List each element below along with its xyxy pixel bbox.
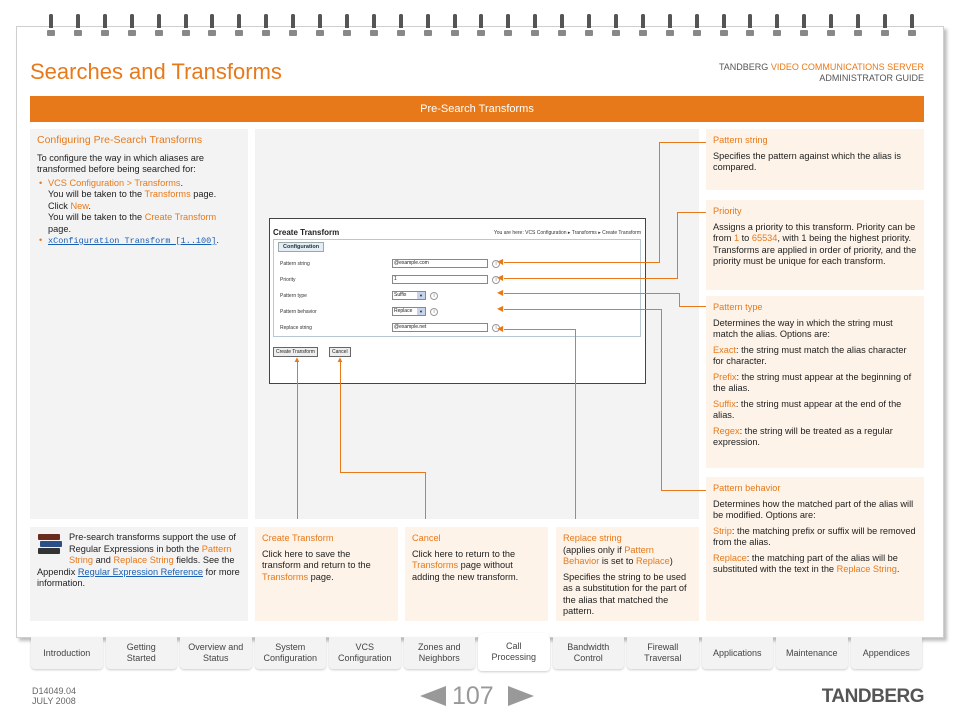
create-transform-card: Create Transform Click here to save the transform and return to the Transforms page. [255,527,398,621]
pattern-behavior-label: Pattern behavior [280,309,317,315]
priority-label: Priority [280,277,296,283]
binder-ring [74,14,82,38]
pattern-string-help-icon[interactable]: i [492,260,500,268]
arrow-left-icon: ◀ [497,273,504,282]
binder-ring [612,14,620,38]
cancel-card: Cancel Click here to return to the Transforms page without adding the new transform. [405,527,548,621]
replace-string-help-icon[interactable]: i [492,324,500,332]
tandberg-logo: TANDBERG [821,686,924,707]
binder-ring [504,14,512,38]
binder-ring [370,14,378,38]
binder-ring [908,14,916,38]
binder-ring [316,14,324,38]
priority-input[interactable]: 1 [392,275,488,284]
doc-info: D14049.04 JULY 2008 [32,686,77,706]
pattern-behavior-help-icon[interactable]: i [430,308,438,316]
tab-zones-and-neighbors[interactable]: Zones and Neighbors [404,637,476,669]
tab-getting-started[interactable]: Getting Started [106,637,178,669]
pattern-string-card: Pattern string Specifies the pattern against which the alias is compared. [706,129,924,190]
arrow-left-icon: ◀ [497,257,504,266]
tab-call-processing[interactable]: Call Processing [478,633,550,671]
create-transform-screenshot [269,218,646,384]
arrow-left-icon: ◀ [497,304,504,313]
priority-card: Priority Assigns a priority to this transform. Priority can be from 1 to 65534, with 1 being the highest priority. Transforms are applied in order of priority, and the priority must be unique for each transform. [706,200,924,290]
cancel-button[interactable]: Cancel [329,347,351,357]
binder-ring [746,14,754,38]
binder-ring [531,14,539,38]
pattern-type-label: Pattern type [280,293,307,299]
arrow-up-icon: ▲ [293,355,301,364]
pattern-type-select[interactable]: Suffix ▼ [392,291,426,300]
binder-ring [800,14,808,38]
binder-ring [182,14,190,38]
binder-ring [827,14,835,38]
screen-breadcrumb: You are here: VCS Configuration ▸ Transforms ▸ Create Transform [493,230,641,236]
arrow-left-icon: ◀ [497,324,504,333]
next-page-button[interactable] [508,686,534,706]
tab-applications[interactable]: Applications [702,637,774,669]
replace-string-card: Replace string (applies only if Pattern Behavior is set to Replace) Specifies the string to be used as a substitution for the part of the alias that matched the pattern. [556,527,699,621]
section-banner: Pre-Search Transforms [30,96,924,122]
priority-help-icon[interactable]: i [492,276,500,284]
intro-body: To configure the way in which aliases are transformed before being searched for: [37,152,204,174]
binder-ring [101,14,109,38]
tip-panel: Pre-search transforms support the use of Regular Expressions in both the Pattern String and Replace String fields. See the Appendix Regular Expression Reference for more information. [30,527,248,621]
create-transform-button[interactable]: Create Transform [273,347,318,357]
tab-system-configuration[interactable]: System Configuration [255,637,327,669]
chevron-down-icon: ▼ [417,292,425,299]
replace-string-label: Replace string [280,325,312,331]
binder-ring [693,14,701,38]
binder-ring [477,14,485,38]
binder-ring [397,14,405,38]
page-title: Searches and Transforms [30,59,282,84]
chapter-tabs [30,637,924,671]
configuration-tab: Configuration [278,242,324,252]
books-icon [37,532,63,558]
binder-ring [343,14,351,38]
binder-ring [720,14,728,38]
binder-ring [262,14,270,38]
regex-reference-link[interactable]: Regular Expression Reference [77,566,203,577]
binder-ring [639,14,647,38]
intro-bullet-2: • xConfiguration Transform [1..100]. [39,235,219,246]
tab-overview-and-status[interactable]: Overview and Status [180,637,252,669]
intro-panel [30,129,248,519]
binder-ring [666,14,674,38]
tab-introduction[interactable]: Introduction [31,637,103,669]
binder-ring [289,14,297,38]
binder-ring [47,14,55,38]
binder-ring [235,14,243,38]
chevron-down-icon: ▼ [417,308,425,315]
screen-title: Create Transform [273,228,340,237]
binder-ring [585,14,593,38]
replace-string-input[interactable]: @example.net [392,323,488,332]
tab-firewall-traversal[interactable]: Firewall Traversal [627,637,699,669]
page-number: 107 [452,682,494,710]
tab-vcs-configuration[interactable]: VCS Configuration [329,637,401,669]
pattern-behavior-card: Pattern behavior Determines how the matched part of the alias will be modified. Options are: Strip: the matching prefix or suffix will be removed from the alias. Replace: the matching part of the alias will be substituted with the text in the Replace String. [706,477,924,621]
intro-bullet-1: • VCS Configuration > Transforms. You will be taken to the Transforms page. Click New. You will be taken to the Create Transform page. [39,177,217,234]
binder-ring [451,14,459,38]
pattern-type-help-icon[interactable]: i [430,292,438,300]
tab-bandwidth-control[interactable]: Bandwidth Control [553,637,625,669]
xconfig-link[interactable]: xConfiguration Transform [1..100] [48,236,217,246]
prev-page-button[interactable] [420,686,446,706]
pattern-type-card: Pattern type Determines the way in which the string must match the alias. Options are: Exact: the string must match the alias character for character. Prefix: the string must appear at the beginning of the alias. Suffix: the string must appear at the end of the alias. Regex: the string will be treated as a regular expression. [706,296,924,468]
pattern-string-label: Pattern string [280,261,310,267]
binder-ring [881,14,889,38]
guide-title: TANDBERG VIDEO COMMUNICATIONS SERVER ADMINISTRATOR GUIDE [718,62,924,83]
pattern-behavior-select[interactable]: Replace ▼ [392,307,426,316]
tab-appendices[interactable]: Appendices [851,637,923,669]
vcs-config-link[interactable]: VCS Configuration > Transforms [48,177,181,188]
arrow-up-icon: ▲ [336,355,344,364]
arrow-left-icon: ◀ [497,288,504,297]
binder-ring [854,14,862,38]
binder-ring [424,14,432,38]
intro-heading: Configuring Pre-Search Transforms [37,134,203,146]
binder-ring [128,14,136,38]
tab-maintenance[interactable]: Maintenance [776,637,848,669]
binder-ring [208,14,216,38]
binder-ring [155,14,163,38]
binder-ring [773,14,781,38]
binder-ring [558,14,566,38]
configuration-box [273,239,641,337]
pattern-string-input[interactable]: @example.com [392,259,488,268]
